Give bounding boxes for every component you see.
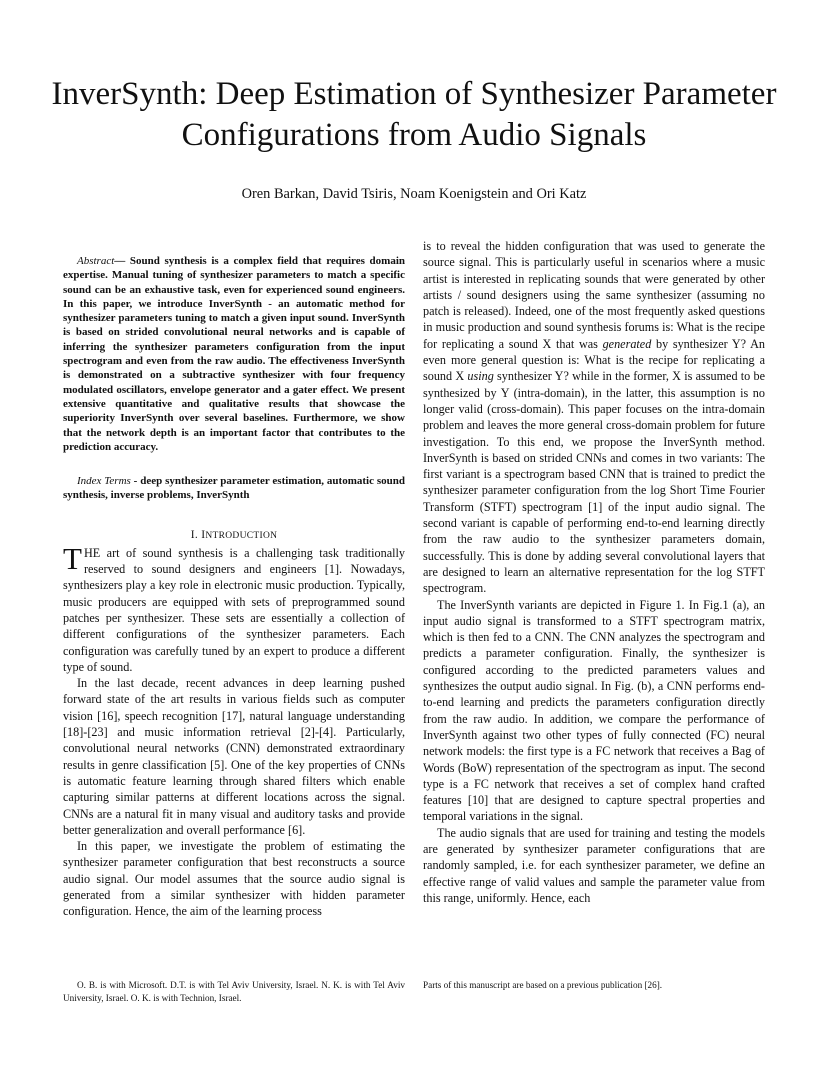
right-p1-part-b: by synthesizer Y? An even more general question is: What is the recipe for replicating a sound X [423,336,765,384]
index-terms-text: - deep synthesizer parameter estimation, automatic sound synthesis, inverse problems, InverSynth [63,475,405,502]
footnote-prior-publication: Parts of this manuscript are based on a previous publication [26]. [423,980,663,990]
left-column [63,238,405,920]
title-line-2: Configurations from Audio Signals [181,117,647,153]
right-p1-part-c: synthesizer Y? while in the former, X is assumed to be synthesized by Y (intra-domain), in the latter, this assumption is no longer valid (cross-domain). This paper focuses on the intra-domain problem and leaves the more general cross-domain problem for future investigation. To this end, we propose the InverSynth method. InverSynth is based on strided CNNs and comes in two variants: The first variant is a spectrogram based CNN that is trained to predict the synthesizer parameter configuration from the log Short Time Fourier Transform (STFT) spectrogram [1] of the input audio signal. The second variant is capable of performing end-to-end learning directly from the raw audio to the synthesizer parameters domain, successfully. This is done by adding several convolutional layers that are designed to learn an alternative representation for the log STFT spectrogram. [423,369,765,596]
abstract-label: Abstract [77,255,115,267]
right-p1-part-a: is to reveal the hidden configuration that was used to generate the source signal. This is particularly useful in scenarios where a music artist is interested in replicating sounds that were generated by other artists / sound designers using the same synthesizer (assuming no patch is released). Indeed, one of the most frequently asked questions in music production and sound synthesis forums is: What is the recipe for replicating a sound X that was [423,239,765,351]
index-terms-label: Index Terms [77,475,131,488]
index-terms [63,474,405,503]
intro-paragraph-1 [63,540,405,675]
footnote-affiliations: O. B. is with Microsoft. D.T. is with Tel Aviv University, Israel. N. K. is with Tel Aviv University, Israel. O. K. is with Technion, Israel. [63,980,405,1003]
section-heading-introduction [63,529,405,541]
right-column [423,238,765,906]
right-paragraph-3: The audio signals that are used for training and testing the models are generated by synthesizer parameter configurations that are randomly sampled, i.e. for each synthesizer parameter, we define an effective range of valid values and sample the parameter value from this range, uniformly. Hence, each [423,825,765,905]
intro-paragraph-2: In the last decade, recent advances in deep learning pushed forward state of the art results in various fields such as computer vision [16], speech recognition [17], natural language understanding [18]-[23] and music information retrieval [2]-[4]. Particularly, convolutional neural networks (CNN) demonstrated extraordinary results in genre classification [5]. One of the key properties of CNNs is automatic feature learning through shared filters which enable capturing similar patterns at different locations across the signal. CNNs are a natural fit in many visual and auditory tasks and provide better generalization and overall performance [6]. [63,676,405,837]
paper-title [40,74,788,156]
section-title-rest: NTRODUCTION [205,530,278,541]
right-paragraph-1 [423,238,765,597]
drop-cap: T [63,540,82,576]
abstract [63,254,405,454]
emphasis-using: using [467,369,494,384]
right-paragraph-2: The InverSynth variants are depicted in Figure 1. In Fig.1 (a), an input audio signal is transformed to a STFT spectrogram matrix, which is then fed to a CNN. The CNN analyzes the spectrogram and predicts a parameter configuration. Finally, the synthesizer is configured according to the predicted parameters values and synthesizes the output audio signal. In Fig. (b), a CNN performs end-to-end learning and predicts the parameters configuration directly from the raw audio. In addition, we compare the performance of InverSynth against two other types of fully connected (FC) neural network models: the first type is a FC network that receives a Bag of Words (BoW) representation of the spectrogram as input. The second type is a FC network that receives a set of complex hand crafted features [10] that are designed to capture spectral properties and temporal variations in the signal. [423,597,765,824]
title-line-1: InverSynth: Deep Estimation of Synthesizer Parameter [51,76,777,112]
emphasis-generated: generated [602,336,652,351]
section-number: I. [190,528,202,541]
section-initial: I [201,528,206,541]
intro-paragraph-1-text: HE art of sound synthesis is a challenging task traditionally reserved to sound designers and engineers [1]. Nowadays, synthesizers play a key role in electronic music production. Typically, music producers are equipped with sets of preprogrammed sound patches per synthesizer. These sets are essentially a collection of different configurations of the synthesizer parameters. Each configuration was carefully tuned by an expert to produce a different type of sound. [63,545,405,674]
abstract-text: — Sound synthesis is a complex field that requires domain expertise. Manual tuning of synthesizer parameters to match a specific sound can be an exhaustive task, even for experienced sound engineers. In this paper, we introduce InverSynth - an automatic method for synthesizer parameters tuning to match a given input sound. InverSynth is based on strided convolutional neural networks and is capable of inferring the synthesizer parameters configuration from the input spectrogram and even from the raw audio. The effectiveness InverSynth is demonstrated on a subtractive synthesizer with four frequency modulated oscillators, envelope generator and a gater effect. We present extensive quantitative and qualitative results that showcase the superiority InverSynth over several baselines. Furthermore, we show that the network depth is an important factor that contributes to the prediction accuracy. [63,255,405,453]
authors: Oren Barkan, David Tsiris, Noam Koenigstein and Ori Katz [241,186,587,202]
intro-paragraph-3: In this paper, we investigate the problem of estimating the synthesizer parameter configuration that best reconstructs a source audio signal. Our model assumes that the source audio signal is generated from a similar synthesizer with hidden parameter configuration. Hence, the aim of the learning process [63,839,405,919]
